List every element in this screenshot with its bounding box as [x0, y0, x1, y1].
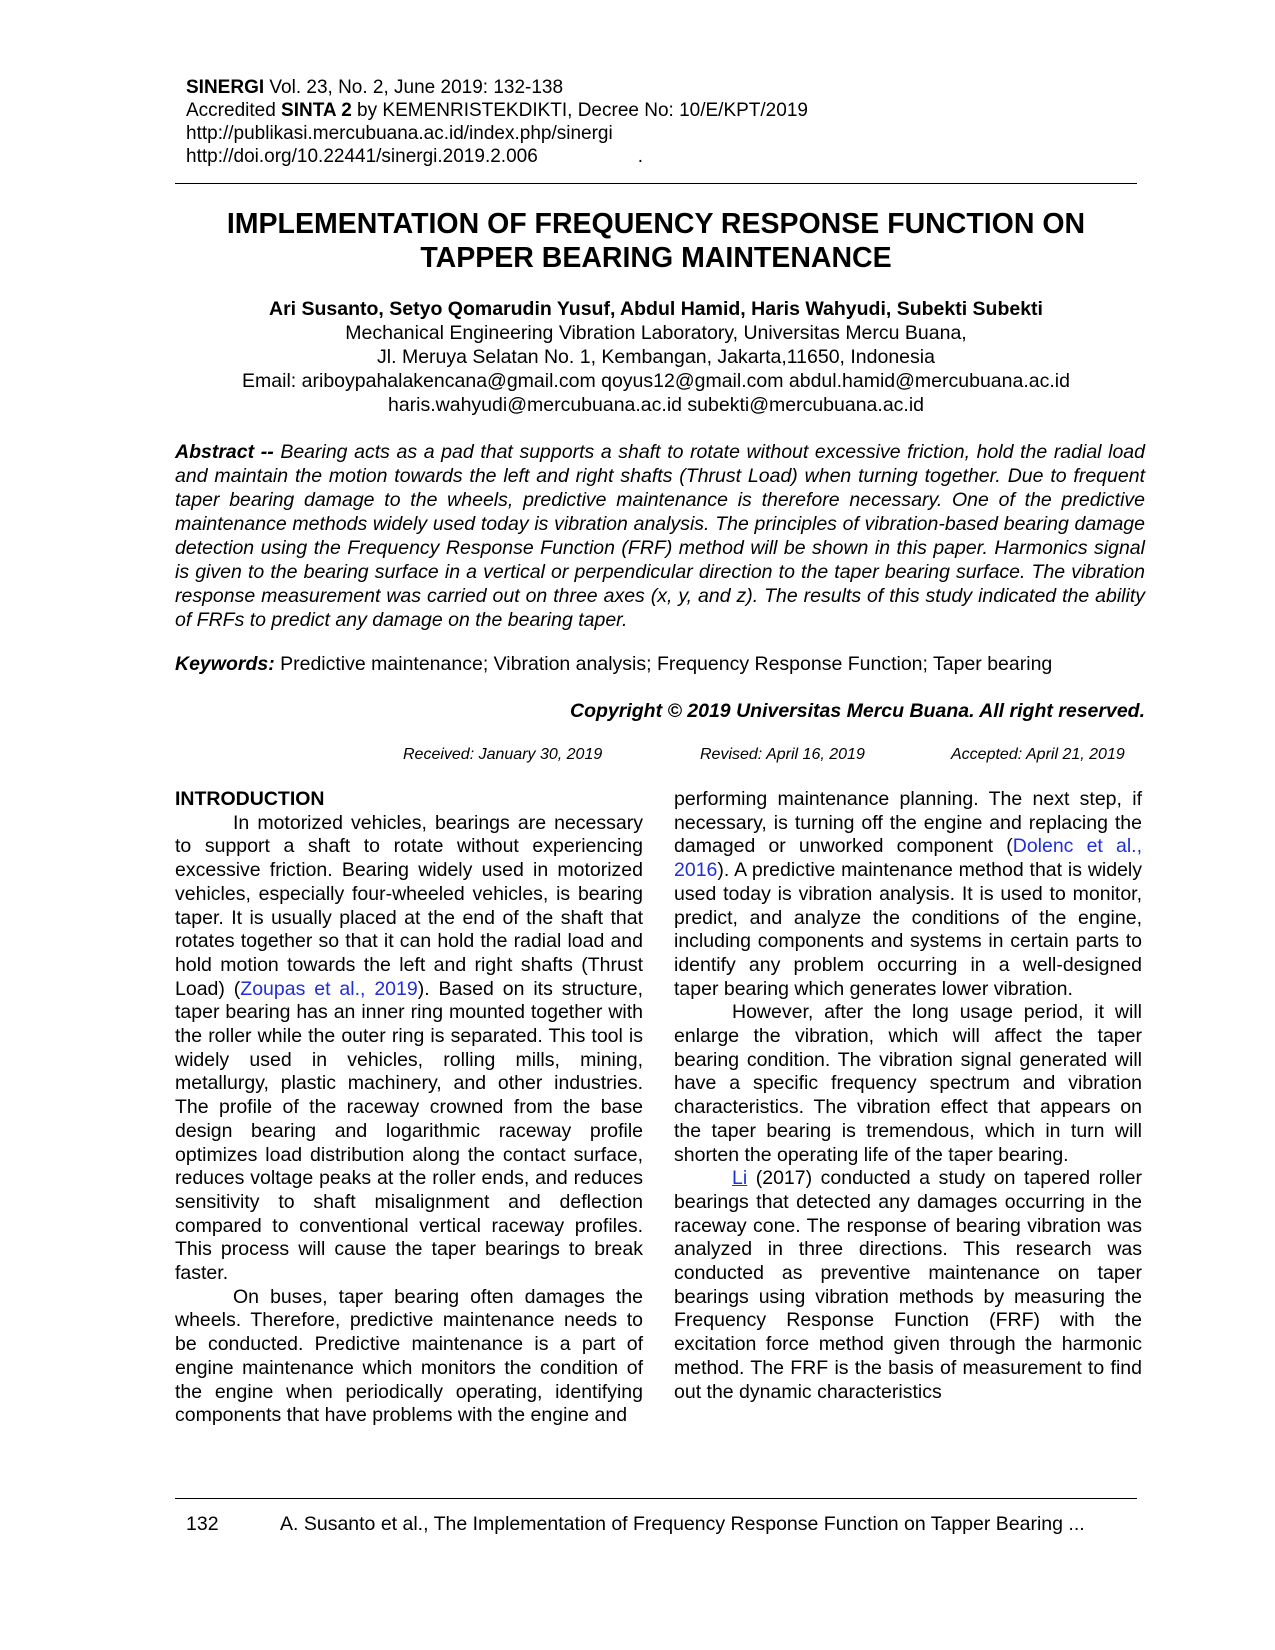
right-column [674, 788, 1142, 1404]
journal-volume-line [186, 76, 808, 99]
doi-dot: . [637, 146, 644, 167]
intro-p3-text: performing maintenance planning. The next step, if necessary, is turning off the engine and replacing the damaged or unworked component ( [674, 788, 1142, 858]
copyright-notice: Copyright © 2019 Universitas Mercu Buana. All right reserved. [570, 700, 1145, 722]
title-line-2: TAPPER BEARING MAINTENANCE [420, 242, 892, 274]
running-title: A. Susanto et al., The Implementation of Frequency Response Function on Tapper Bearing ... [280, 1513, 1085, 1535]
title-line-1: IMPLEMENTATION OF FREQUENCY RESPONSE FUNCTION ON [226, 208, 1086, 240]
keywords-text: Predictive maintenance; Vibration analysis; Frequency Response Function; Taper bearing [274, 653, 1053, 675]
left-column [175, 788, 643, 1428]
doi-line [186, 145, 808, 168]
footer-rule [175, 1498, 1137, 1499]
keywords-label: Keywords: [175, 653, 275, 675]
journal-url[interactable]: http://publikasi.mercubuana.ac.id/index.php/sinergi [186, 123, 613, 144]
revised-date: Revised: April 16, 2019 [700, 746, 865, 763]
intro-paragraph-5 [674, 1167, 1142, 1404]
intro-paragraph-4: However, after the long usage period, it will enlarge the vibration, which will affect the taper bearing condition. The vibration signal generated will have a specific frequency spectrum and vibration characteristics. The vibration effect that appears on the taper bearing is tremendous, which in turn will shorten the operating life of the taper bearing. [674, 1001, 1142, 1166]
affiliation-block [175, 321, 1137, 417]
accreditation-prefix: Accredited [186, 100, 282, 121]
accreditation-rank: SINTA 2 [281, 100, 352, 121]
keywords [175, 652, 1145, 676]
abstract [175, 440, 1145, 632]
affiliation-line-2: Jl. Meruya Selatan No. 1, Kembangan, Jakarta,11650, Indonesia [377, 346, 935, 368]
intro-p3-text-cont: ). A predictive maintenance method that is widely used today is vibration analysis. It is used to monitor, predict, and analyze the conditions of the engine, including components and systems in certain parts to identify any problem occurring in a well-designed taper bearing which generates lower vibration. [674, 859, 1142, 1000]
journal-issue: Vol. 23, No. 2, June 2019: 132-138 [264, 77, 564, 98]
citation-dolenc[interactable]: Dolenc et al., 2016 [674, 835, 1142, 882]
intro-paragraph-1 [175, 812, 643, 1286]
citation-li[interactable]: Li [732, 1167, 748, 1190]
intro-p1-text: In motorized vehicles, bearings are necessary to support a shaft to rotate without experiencing excessive friction. Bearing widely used in motorized vehicles, especially four-wheeled vehicles, is bearing taper. It is usually placed at the end of the shaft that rotates together so that it can hold the radial load and hold motion towards the left and right shafts (Thrust Load) ( [175, 811, 643, 1000]
email-line-1: Email: ariboypahalakencana@gmail.com qoyus12@gmail.com abdul.hamid@mercubuana.ac.id [242, 370, 1070, 392]
accreditation-decree: by KEMENRISTEKDIKTI, Decree No: 10/E/KPT/2019 [351, 100, 808, 121]
intro-p5-text: (2017) conducted a study on tapered roller bearings that detected any damages occurring in the raceway cone. The response of bearing vibration was analyzed in three directions. This research was conducted as preventive maintenance on taper bearings using vibration methods by measuring the Frequency Response Function (FRF) with the excitation force method given through the harmonic method. The FRF is the basis of measurement to find out the dynamic characteristics [674, 1167, 1142, 1403]
abstract-text: Bearing acts as a pad that supports a shaft to rotate without excessive friction, hold the radial load and maintain the motion towards the left and right shafts (Thrust Load) when turning together. Due to frequent taper bearing damage to the wheels, predictive maintenance is therefore necessary. One of the predictive maintenance methods widely used today is vibration analysis. The principles of vibration-based bearing damage detection using the Frequency Response Function (FRF) method will be shown in this paper. Harmonics signal is given to the bearing surface in a vertical or perpendicular direction to the taper bearing surface. The vibration response measurement was carried out on three axes (x, y, and z). The results of this study indicated the ability of FRFs to predict any damage on the bearing taper. [175, 441, 1145, 631]
intro-paragraph-2: On buses, taper bearing often damages the wheels. Therefore, predictive maintenance needs to be conducted. Predictive maintenance is a part of engine maintenance which monitors the condition of the engine when periodically operating, identifying components that have problems with the engine and [175, 1285, 643, 1427]
journal-name: SINERGI [186, 77, 265, 98]
email-line-2: haris.wahyudi@mercubuana.ac.id subekti@mercubuana.ac.id [387, 394, 925, 416]
author-list: Ari Susanto, Setyo Qomarudin Yusuf, Abdul Hamid, Haris Wahyudi, Subekti Subekti [269, 298, 1043, 320]
page-number: 132 [186, 1513, 219, 1535]
journal-header [186, 76, 808, 168]
affiliation-line-1: Mechanical Engineering Vibration Laboratory, Universitas Mercu Buana, [345, 322, 967, 344]
accepted-date: Accepted: April 21, 2019 [951, 746, 1125, 763]
accreditation-line [186, 99, 808, 122]
citation-zoupas[interactable]: Zoupas et al., 2019 [240, 977, 418, 1000]
paper-title [175, 207, 1137, 275]
received-date: Received: January 30, 2019 [403, 746, 603, 763]
intro-paragraph-3 [674, 788, 1142, 1001]
section-heading-introduction: INTRODUCTION [175, 788, 325, 810]
intro-p1-text-cont: ). Based on its structure, taper bearing has an inner ring mounted together with the roller while the outer ring is separated. This tool is widely used in vehicles, rolling mills, mining, metallurgy, plastic machinery, and other industries. The profile of the raceway crowned from the base design bearing and logarithmic raceway profile optimizes load distribution along the contact surface, reduces voltage peaks at the roller ends, and reduces sensitivity to shaft misalignment and deflection compared to conventional vertical raceway profiles. This process will cause the taper bearings to break faster. [175, 977, 643, 1285]
abstract-label: Abstract -- [175, 441, 274, 463]
doi-link[interactable]: http://doi.org/10.22441/sinergi.2019.2.006 [186, 146, 538, 167]
header-rule [175, 183, 1137, 184]
